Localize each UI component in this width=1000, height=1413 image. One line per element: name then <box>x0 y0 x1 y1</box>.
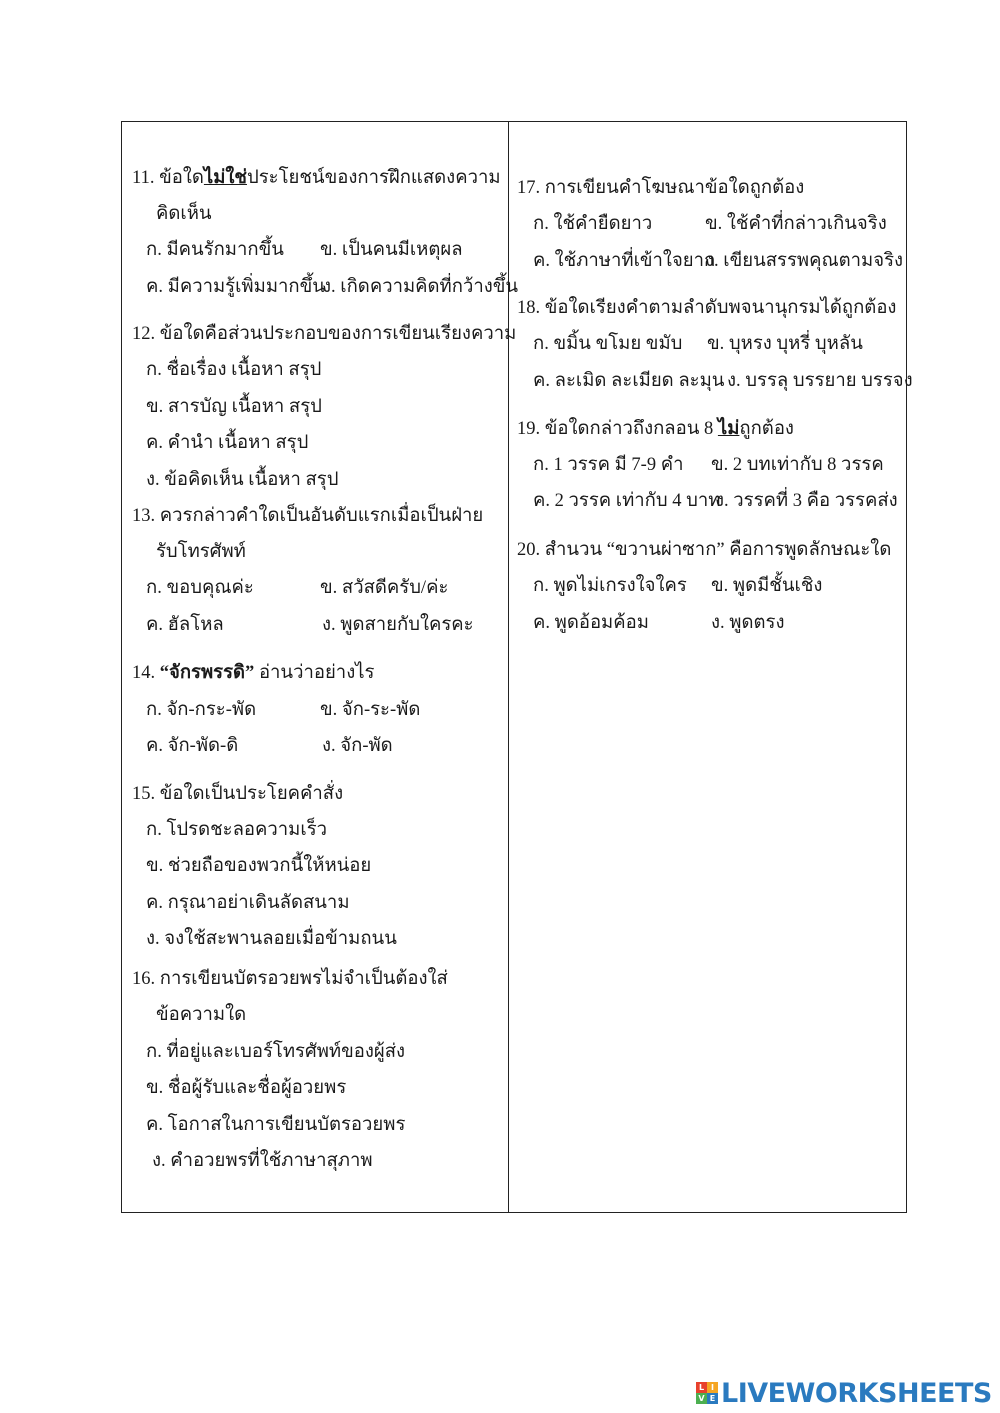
option-d[interactable]: ง. จงใช้สะพานลอยเมื่อข้ามถนน <box>146 929 397 949</box>
option-b[interactable]: ข. พูดมีชั้นเชิง <box>711 576 823 596</box>
option-c[interactable]: ค. มีความรู้เพิ่มมากขึ้น <box>146 277 325 297</box>
question-number: 13. <box>132 506 156 526</box>
option-d[interactable]: ง. พูดสายกับใครคะ <box>322 615 474 635</box>
question-number: 11. <box>132 168 155 188</box>
question-16-cont: ข้อความใด <box>156 1005 247 1025</box>
question-text: ควรกล่าวคำใดเป็นอันดับแรกเมื่อเป็นฝ่าย <box>159 506 484 526</box>
emphasis: ไม่ <box>717 419 740 439</box>
option-c[interactable]: ค. กรุณาอย่าเดินลัดสนาม <box>146 893 350 913</box>
question-number: 16. <box>132 969 156 989</box>
option-b[interactable]: ข. ใช้คำที่กล่าวเกินจริง <box>705 214 887 234</box>
logo-letter: I <box>707 1382 718 1393</box>
question-13-cont: รับโทรศัพท์ <box>156 542 246 562</box>
question-text: อ่านว่าอย่างไร <box>254 663 375 683</box>
option-a[interactable]: ก. ชื่อเรื่อง เนื้อหา สรุป <box>146 360 322 380</box>
option-a[interactable]: ก. จัก-กระ-พัด <box>146 700 257 720</box>
option-d[interactable]: ง. วรรคที่ 3 คือ วรรคส่ง <box>715 491 898 511</box>
option-a[interactable]: ก. 1 วรรค มี 7-9 คำ <box>533 455 684 475</box>
liveworksheets-logo[interactable] <box>696 1378 992 1408</box>
question-17 <box>517 176 804 200</box>
question-text: ข้อใด <box>159 168 204 188</box>
question-14 <box>132 661 374 685</box>
brand-name: LIVEWORKSHEETS <box>721 1377 992 1409</box>
option-c[interactable]: ค. 2 วรรค เท่ากับ 4 บาท <box>533 491 721 511</box>
option-c[interactable]: ค. คำนำ เนื้อหา สรุป <box>146 433 309 453</box>
option-c[interactable]: ค. พูดอ้อมค้อม <box>533 613 649 633</box>
logo-letter: V <box>696 1393 707 1404</box>
option-c[interactable]: ค. ใช้ภาษาที่เข้าใจยาก <box>533 251 716 271</box>
question-number: 20. <box>517 540 541 560</box>
question-13 <box>132 504 483 528</box>
question-number: 12. <box>132 324 156 344</box>
option-b[interactable]: ข. ช่วยถือของพวกนี้ให้หน่อย <box>146 856 372 876</box>
option-d[interactable]: ง. คำอวยพรที่ใช้ภาษาสุภาพ <box>152 1151 373 1171</box>
option-b[interactable]: ข. 2 บทเท่ากับ 8 วรรค <box>711 455 884 475</box>
worksheet-table <box>121 121 913 1213</box>
question-20 <box>517 538 891 562</box>
option-b[interactable]: ข. ชื่อผู้รับและชื่อผู้อวยพร <box>146 1078 347 1098</box>
question-text: ประโยชน์ของการฝึกแสดงความ <box>246 168 501 188</box>
question-number: 15. <box>132 784 156 804</box>
option-c[interactable]: ค. ละเมิด ละเมียด ละมุน <box>533 371 725 391</box>
emphasis: ไม่ใช่ <box>203 168 247 188</box>
question-number: 19. <box>517 419 541 439</box>
option-d[interactable]: ง. บรรลุ บรรยาย บรรจง <box>727 371 913 391</box>
option-b[interactable]: ข. บุหรง บุหรี่ บุหลัน <box>707 334 863 354</box>
option-c[interactable]: ค. ฮัลโหล <box>146 615 224 635</box>
question-15 <box>132 782 343 806</box>
option-a[interactable]: ก. มีคนรักมากขึ้น <box>146 240 284 260</box>
question-number: 18. <box>517 298 541 318</box>
question-text: ข้อใดเรียงคำตามลำดับพจนานุกรมได้ถูกต้อง <box>544 298 897 318</box>
question-11-cont: คิดเห็น <box>156 204 212 224</box>
question-19 <box>517 417 794 441</box>
option-a[interactable]: ก. พูดไม่เกรงใจใคร <box>533 576 687 596</box>
question-12 <box>132 322 516 346</box>
option-d[interactable]: ง. เขียนสรรพคุณตามจริง <box>705 251 904 271</box>
option-b[interactable]: ข. เป็นคนมีเหตุผล <box>320 240 463 260</box>
question-number: 17. <box>517 178 541 198</box>
question-text: ถูกต้อง <box>739 419 794 439</box>
option-a[interactable]: ก. ขอบคุณค่ะ <box>146 578 254 598</box>
question-text: ข้อใดคือส่วนประกอบของการเขียนเรียงความ <box>159 324 517 344</box>
option-a[interactable]: ก. โปรดชะลอความเร็ว <box>146 820 328 840</box>
question-text: การเขียนคำโฆษณาข้อใดถูกต้อง <box>544 178 805 198</box>
question-number: 14. <box>132 663 156 683</box>
option-d[interactable]: ง. ข้อคิดเห็น เนื้อหา สรุป <box>146 470 339 490</box>
option-a[interactable]: ก. ใช้คำยืดยาว <box>533 214 653 234</box>
liveworksheets-icon <box>696 1382 718 1404</box>
option-b[interactable]: ข. สวัสดีครับ/ค่ะ <box>320 578 449 598</box>
question-16 <box>132 967 448 991</box>
question-text: ข้อใดเป็นประโยคคำสั่ง <box>159 784 344 804</box>
question-text: สำนวน “ขวานผ่าซาก” คือการพูดลักษณะใด <box>544 540 892 560</box>
option-a[interactable]: ก. ที่อยู่และเบอร์โทรศัพท์ของผู้ส่ง <box>146 1042 406 1062</box>
question-text: การเขียนบัตรอวยพรไม่จำเป็นต้องใส่ <box>159 969 448 989</box>
logo-letter: L <box>696 1382 707 1393</box>
option-d[interactable]: ง. จัก-พัด <box>322 736 393 756</box>
emphasis: “จักรพรรดิ” <box>159 663 255 683</box>
option-d[interactable]: ง. พูดตรง <box>711 613 785 633</box>
question-18 <box>517 296 896 320</box>
option-c[interactable]: ค. จัก-พัด-ดิ <box>146 736 239 756</box>
option-b[interactable]: ข. จัก-ระ-พัด <box>320 700 421 720</box>
logo-letter: E <box>707 1393 718 1404</box>
option-a[interactable]: ก. ขมิ้น ขโมย ขมับ <box>533 334 683 354</box>
option-d[interactable]: ง. เกิดความคิดที่กว้างขึ้น <box>322 277 519 297</box>
question-11 <box>132 166 501 190</box>
option-c[interactable]: ค. โอกาสในการเขียนบัตรอวยพร <box>146 1115 406 1135</box>
option-b[interactable]: ข. สารบัญ เนื้อหา สรุป <box>146 397 322 417</box>
question-text: ข้อใดกล่าวถึงกลอน 8 <box>544 419 718 439</box>
